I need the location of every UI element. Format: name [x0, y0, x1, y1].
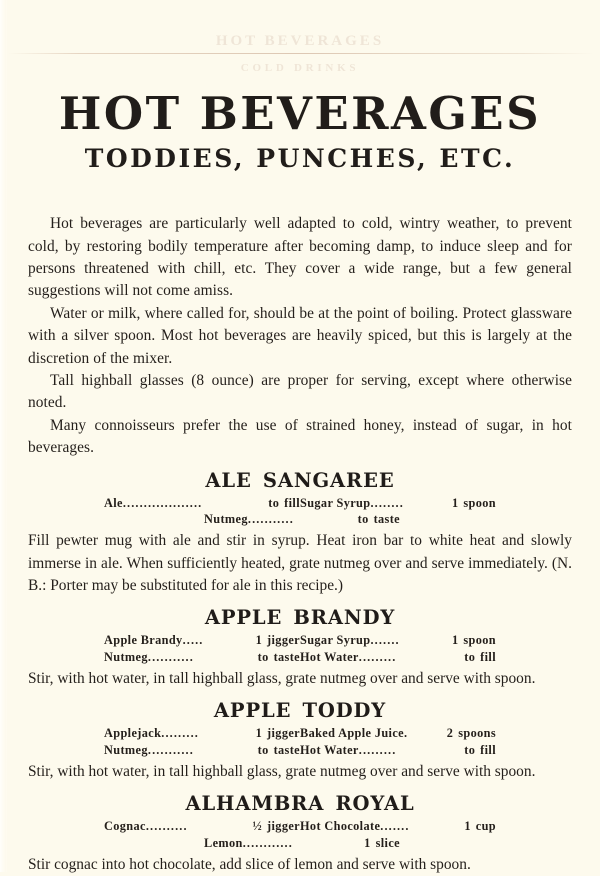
ingredient-entry [300, 742, 496, 758]
recipe-method: Stir, with hot water, in tall highball glass, grate nutmeg over and serve with spoon. [28, 670, 536, 688]
ingredient-name: Nutmeg [104, 649, 148, 664]
recipe-method: Stir cognac into hot chocolate, add slice of lemon and serve with spoon. [28, 856, 471, 874]
recipe-title: ALE SANGAREE [205, 468, 395, 492]
ingredient-row [28, 742, 572, 758]
ingredient-name: Hot Chocolate [300, 819, 381, 834]
ingredient-name: Hot Water [300, 742, 359, 757]
ingredient-amount: to fill [268, 495, 300, 510]
dot-leader: ......... [358, 649, 397, 664]
recipe-method: Stir, with hot water, in tall highball glass, grate nutmeg over and serve with spoon. [28, 763, 536, 781]
ingredient-entry [104, 649, 300, 665]
dot-leader: ......... [161, 726, 199, 741]
ingredient-amount: 1 jigger [255, 633, 300, 648]
recipe-title: APPLE TODDY [213, 699, 387, 723]
page-subtitle: TODDIES, PUNCHES, ETC. [84, 144, 516, 174]
ingredient-row [28, 725, 572, 741]
ingredient-entry [204, 511, 400, 527]
ingredient-amount: 2 spoons [446, 726, 496, 741]
ingredient-amount: to taste [257, 742, 300, 757]
dot-leader: .......... [145, 819, 188, 834]
ingredient-amount: 1 cup [464, 819, 496, 834]
intro-paragraph: Tall highball glasses (8 ounce) are proper for serving, except where otherwise noted. [28, 372, 572, 412]
ingredient-name: Baked Apple Juice [300, 726, 404, 741]
ingredient-amount: 1 jigger [255, 726, 300, 741]
recipe [28, 699, 572, 783]
intro-paragraph: Many connoisseurs prefer the use of strained honey, instead of sugar, in hot beverages. [28, 416, 572, 457]
dot-leader: ............ [242, 835, 293, 850]
ingredient-entry [204, 835, 400, 851]
dot-leader: ........... [147, 742, 194, 757]
dot-leader: ........... [247, 512, 294, 526]
ingredient-table [28, 818, 572, 851]
ingredient-table [28, 495, 572, 528]
ingredient-row [28, 495, 572, 511]
ingredient-entry [104, 725, 300, 741]
dot-leader: ....... [370, 633, 400, 648]
dot-leader: ..... [182, 633, 204, 648]
ingredient-entry [104, 818, 300, 834]
dot-leader: ....... [380, 819, 410, 834]
page-title: HOT BEVERAGES [58, 87, 542, 140]
recipe-title: ALHAMBRA ROYAL [185, 792, 415, 816]
recipe-title: APPLE BRANDY [204, 606, 396, 630]
ingredient-row [28, 649, 572, 665]
ingredient-amount: to fill [464, 649, 496, 664]
intro-paragraph: Hot beverages are particularly well adapted to cold, wintry weather, to prevent cold, by restoring bodily temperature after becoming damp, to induce sleep and for persons threatened with chill, etc. They cover a wide range, but a few general suggestions will not come amiss. [28, 215, 572, 300]
ingredient-row [28, 835, 572, 851]
ingredient-name: Sugar Syrup [300, 633, 371, 648]
recipe [28, 606, 572, 690]
ingredient-name: Hot Water [300, 649, 359, 664]
ingredient-name: Cognac [104, 819, 146, 834]
ingredient-name: Lemon [204, 835, 243, 850]
dot-leader: ................... [122, 495, 203, 510]
ingredient-table [28, 725, 572, 758]
introduction-section [28, 171, 572, 459]
recipe [28, 469, 572, 598]
ingredient-row [28, 632, 572, 648]
recipe [28, 792, 572, 876]
ingredient-name: Apple Brandy [104, 633, 183, 648]
ingredient-row [28, 511, 572, 527]
intro-paragraph: Water or milk, where called for, should be at the point of boiling. Protect glassware with a silver spoon. Most hot beverages are heavily spiced, but this is largely at the discretion of the mixer. [28, 304, 572, 367]
dot-leader: . [403, 726, 409, 741]
ingredient-entry [300, 725, 496, 741]
recipe-method: Fill pewter mug with ale and stir in syrup. Heat iron bar to white heat and slowly immerse in ale. When sufficiently heated, grate nutmeg over and serve immediately. (N. B.: Porter may be substituted for ale in this recipe.) [28, 532, 572, 594]
ingredient-amount: 1 spoon [451, 495, 496, 510]
ingredient-name: Nutmeg [104, 742, 148, 757]
recipe-list [28, 469, 572, 876]
dot-leader: ......... [358, 742, 397, 757]
ingredient-name: Ale [104, 495, 123, 510]
ingredient-entry [300, 495, 496, 511]
dot-leader: ........... [147, 649, 194, 664]
ingredient-amount: 1 slice [364, 835, 400, 850]
ingredient-amount: to taste [357, 512, 400, 526]
ingredient-entry [104, 495, 300, 511]
ingredient-name: Sugar Syrup [300, 495, 371, 510]
ingredient-amount: to taste [257, 649, 300, 664]
dot-leader: ........ [370, 495, 404, 510]
ingredient-amount: to fill [464, 742, 496, 757]
ingredient-entry [104, 742, 300, 758]
ingredient-entry [300, 649, 496, 665]
ingredient-entry [300, 818, 496, 834]
ingredient-amount: ½ jigger [252, 819, 300, 834]
ingredient-name: Applejack [104, 726, 162, 741]
ingredient-table [28, 632, 572, 665]
ingredient-amount: 1 spoon [451, 633, 496, 648]
ingredient-name: Nutmeg [204, 512, 248, 526]
ingredient-row [28, 818, 572, 834]
ingredient-entry [300, 632, 496, 648]
ingredient-entry [104, 632, 300, 648]
